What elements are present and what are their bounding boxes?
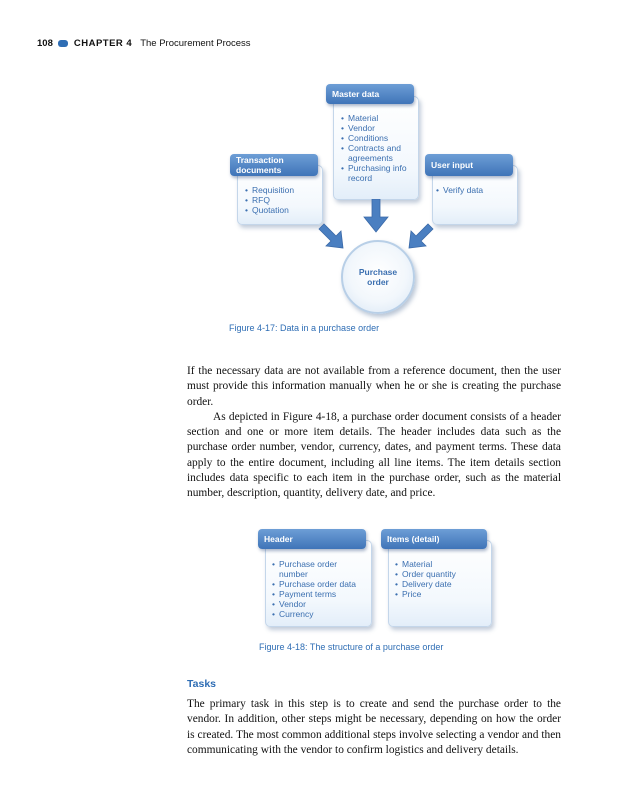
header-box-title: Header <box>258 529 366 549</box>
items-detail-list <box>395 559 487 599</box>
transaction-documents-list <box>245 185 317 215</box>
list-item: • Material <box>341 113 417 123</box>
list-item: • Vendor <box>341 123 417 133</box>
figure-4-17-caption: Figure 4-17: Data in a purchase order <box>229 323 380 333</box>
purchase-order-node <box>341 240 415 314</box>
items-detail-title: Items (detail) <box>381 529 487 549</box>
list-item: • Payment terms <box>272 589 368 599</box>
chapter-label: CHAPTER 4 <box>73 38 133 49</box>
list-item: • Purchasing info record <box>341 163 417 183</box>
list-item: • Purchase order data <box>272 579 368 589</box>
purchase-order-label: Purchase order <box>358 266 398 287</box>
list-item: • Quotation <box>245 205 317 215</box>
list-item: • Requisition <box>245 185 317 195</box>
transaction-documents-header: Transaction documents <box>230 154 318 176</box>
page-number: 108 <box>37 38 53 49</box>
list-item: • Delivery date <box>395 579 487 589</box>
figure-4-18-caption: Figure 4-18: The structure of a purchase order <box>259 642 444 652</box>
list-item: • RFQ <box>245 195 317 205</box>
body-text <box>187 364 561 502</box>
master-data-list <box>341 113 417 183</box>
list-item: • Purchase order number <box>272 559 368 579</box>
paragraph: As depicted in Figure 4-18, a purchase order document consists of a header section and one or more item details. The header includes data such as the purchase order number, vendor, currency, dates, and payment terms. These data apply to the entire document, including all line items. The item details section includes data specific to each item in the purchase order, such as the material number, description, quantity, delivery date, and price. <box>187 410 561 500</box>
list-item: • Currency <box>272 609 368 619</box>
running-header <box>37 38 251 49</box>
user-input-list <box>436 185 512 195</box>
list-item: • Conditions <box>341 133 417 143</box>
user-input-header: User input <box>425 154 513 176</box>
tasks-heading: Tasks <box>187 678 216 690</box>
list-item: • Verify data <box>436 185 512 195</box>
bullet-marker-icon <box>58 40 68 47</box>
paragraph: The primary task in this step is to create and send the purchase order to the vendor. In addition, other steps might be necessary, depending on how the order is created. The most common additional steps involve selecting a vendor and then communicating with the vendor to confirm logistics and delivery details. <box>187 698 561 756</box>
chapter-title: The Procurement Process <box>140 38 251 49</box>
tasks-text <box>187 697 561 758</box>
list-item: • Vendor <box>272 599 368 609</box>
arrow-down-left-icon <box>405 222 435 252</box>
list-item: • Material <box>395 559 487 569</box>
list-item: • Order quantity <box>395 569 487 579</box>
paragraph: If the necessary data are not available from a reference document, then the user must provide this information manually when he or she is creating the purchase order. <box>187 365 561 408</box>
arrow-down-right-icon <box>317 222 347 252</box>
header-list <box>272 559 368 619</box>
arrow-down-icon <box>363 199 389 233</box>
list-item: • Price <box>395 589 487 599</box>
master-data-header: Master data <box>326 84 414 104</box>
list-item: • Contracts and agreements <box>341 143 417 163</box>
